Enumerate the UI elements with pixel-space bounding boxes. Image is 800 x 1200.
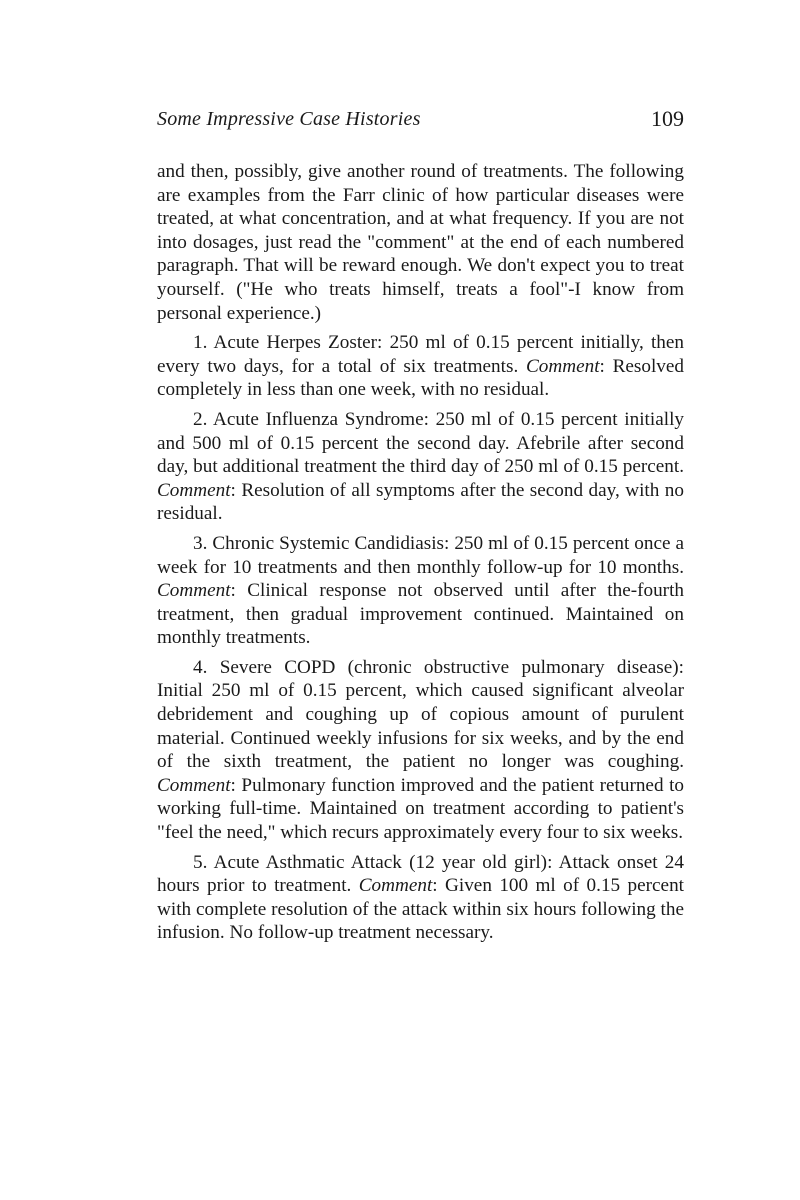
case-2-paragraph [157, 408, 684, 526]
running-title: Some Impressive Case Histories [157, 108, 421, 130]
case-3-lead: 3. Chronic Systemic Candidiasis: 250 ml of 0.15 percent once a week for 10 treatments and then monthly follow-up for 10 months. [157, 532, 684, 578]
case-5-paragraph [157, 851, 684, 945]
paragraph-text: and then, possibly, give another round of treatments. The following are examples from the Farr clinic of how particular diseases were treated, at what concentration, and at what frequency. If you are not into dosages, just read the "comment" at the end of each numbered paragraph. That will be reward enough. We don't expect you to treat yourself. ("He who treats himself, treats a fool"-I know from personal experience.) [157, 161, 684, 324]
body-text [157, 160, 684, 951]
case-5-lead: 5. Acute Asthmatic Attack (12 year old girl): Attack onset 24 hours prior to treatment. [157, 851, 684, 897]
case-4-paragraph [157, 656, 684, 845]
case-1-lead: 1. Acute Herpes Zoster: 250 ml of 0.15 percent initially, then every two days, for a total of six treatments. [157, 332, 684, 377]
case-4-lead: 4. Severe COPD (chronic obstructive pulmonary disease): Initial 250 ml of 0.15 percent, which caused significant alveolar debridement and coughing up of copious amount of purulent material. Continued weekly infusions for six weeks, and by the end of the sixth treatment, the patient no longer was coughing. [157, 656, 684, 773]
case-2-comment-label: Comment [157, 479, 231, 501]
case-1-paragraph [157, 331, 684, 402]
case-5-comment-label: Comment [358, 875, 433, 897]
case-3-comment-label: Comment [157, 580, 231, 602]
case-4-comment-label: Comment [157, 774, 231, 796]
page-number: 109 [651, 106, 684, 131]
case-3-comment-text: : Clinical response not observed until after the-fourth treatment, then gradual improvement continued. Maintained on monthly treatments. [157, 580, 684, 649]
case-2-lead: 2. Acute Influenza Syndrome: 250 ml of 0.15 percent initially and 500 ml of 0.15 percent the second day. Afebrile after second day, but additional treatment the third day of 250 ml of 0.15 percent. [157, 408, 684, 478]
case-1-comment-text: : Resolved completely in less than one week, with no residual. [157, 355, 684, 401]
case-5-comment-text: : Given 100 ml of 0.15 percent with complete resolution of the attack within six hours following the infusion. No follow-up treatment necessary. [157, 875, 684, 944]
intro-paragraph [157, 160, 684, 325]
case-3-paragraph [157, 532, 684, 650]
case-1-comment-label: Comment [525, 355, 600, 377]
case-4-comment-text: : Pulmonary function improved and the patient returned to working full-time. Maintained on treatment according to patient's "feel the need," which recurs approximately every four to six weeks. [157, 774, 684, 844]
case-2-comment-text: : Resolution of all symptoms after the second day, with no residual. [157, 479, 684, 525]
running-head [157, 104, 684, 134]
